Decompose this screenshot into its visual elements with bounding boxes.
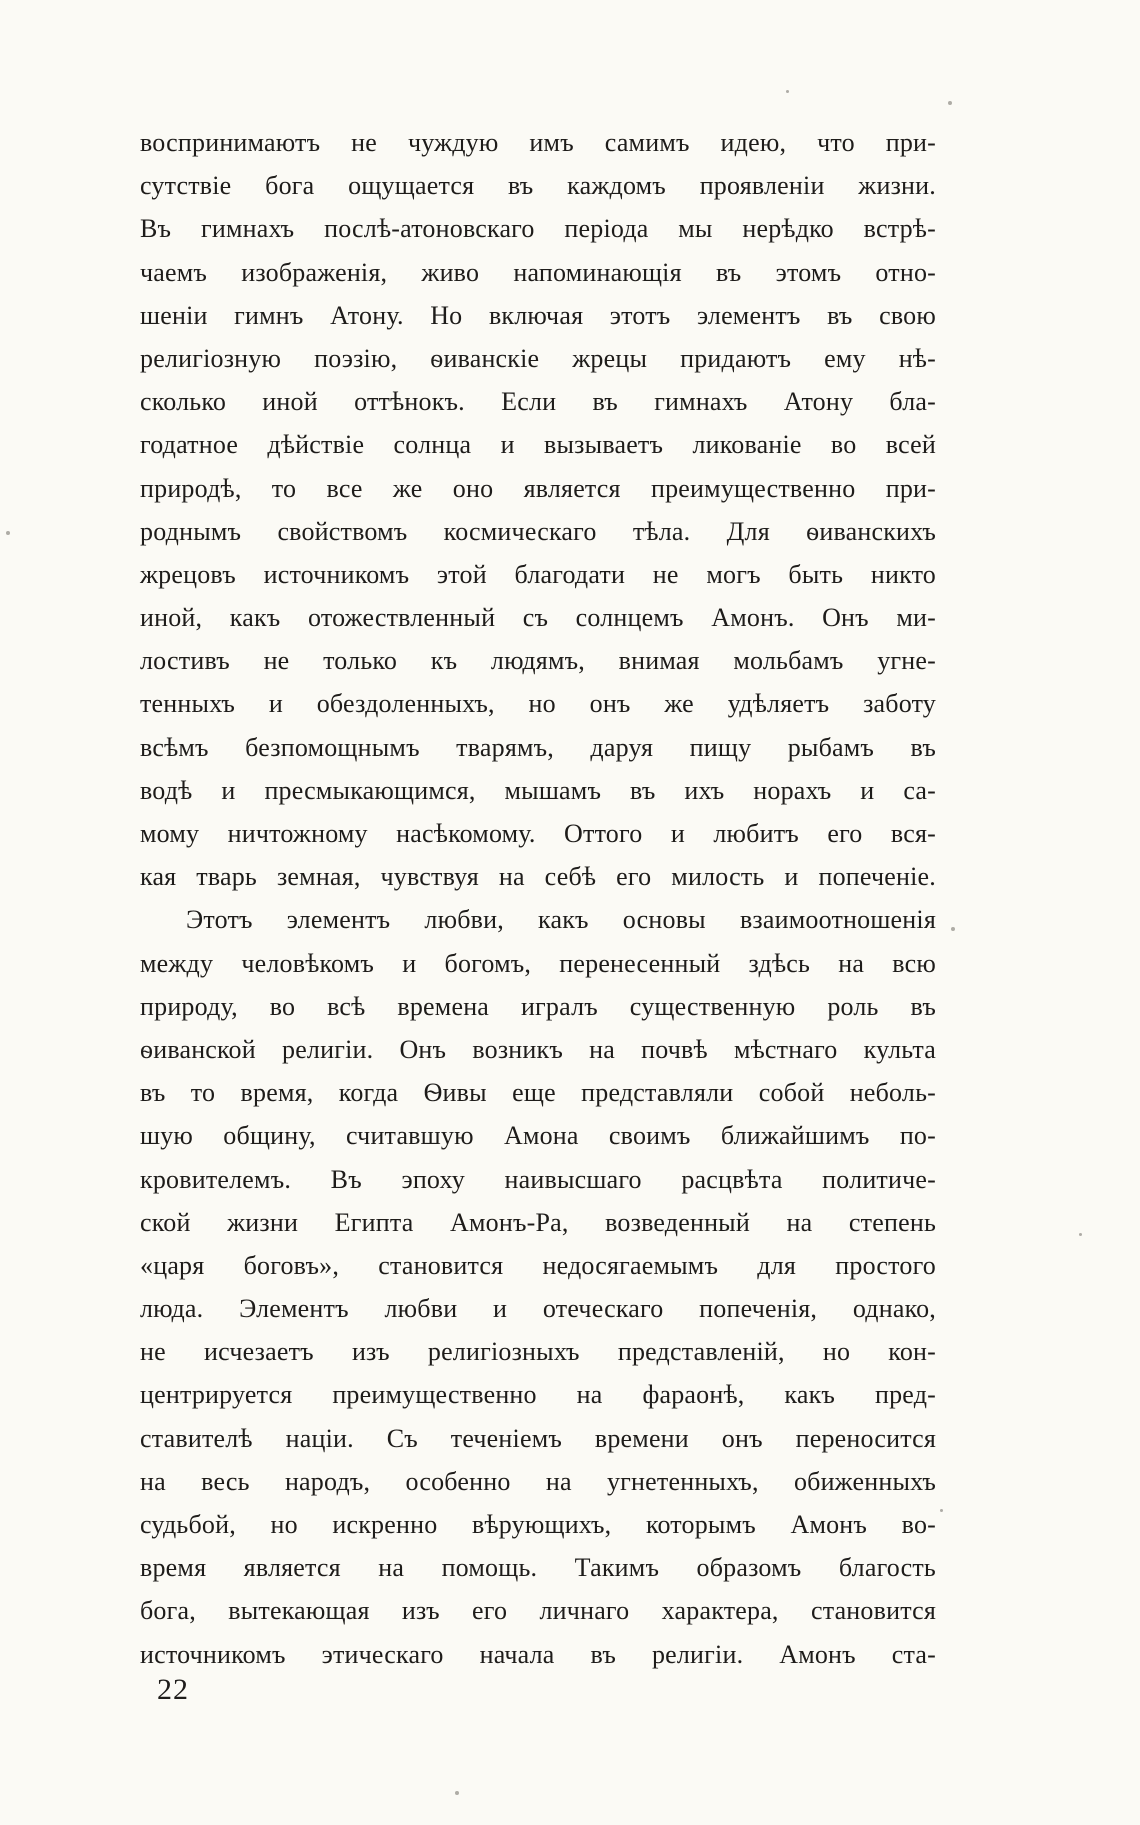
text-line: тенныхъ и обездоленныхъ, но онъ же удѣляетъ заботу: [140, 689, 936, 719]
text-line: религіозную поэзію, ѳиванскіе жрецы придаютъ ему нѣ-: [140, 343, 936, 373]
scan-speck: [951, 927, 955, 931]
text-line: ской жизни Египта Амонъ-Ра, возведенный на степень: [140, 1207, 936, 1237]
text-line: на весь народъ, особенно на угнетенныхъ, обиженныхъ: [140, 1466, 936, 1496]
text-line: время является на помощь. Такимъ образомъ благость: [140, 1553, 936, 1583]
text-line: судьбой, но искренно вѣрующихъ, которымъ Амонъ во-: [140, 1510, 936, 1539]
text-line: мому ничтожному насѣкомому. Оттого и любитъ его вся-: [140, 819, 936, 848]
text-line: годатное дѣйствіе солнца и вызываетъ ликованіе во всей: [140, 430, 936, 460]
text-line: бога, вытекающая изъ его личнаго характера, становится: [140, 1596, 936, 1626]
text-line: между человѣкомъ и богомъ, перенесенный здѣсь на всю: [140, 948, 936, 978]
text-line: сутствіе бога ощущается въ каждомъ проявленіи жизни.: [140, 171, 936, 201]
text-line: сколько иной оттѣнокъ. Если въ гимнахъ Атону бла-: [140, 387, 936, 417]
text-line: водѣ и пресмыкающимся, мышамъ въ ихъ норахъ и са-: [140, 775, 936, 805]
text-line: иной, какъ отожествленный съ солнцемъ Амонъ. Онъ ми-: [140, 603, 936, 633]
text-line: Этотъ элементъ любви, какъ основы взаимоотношенія: [186, 905, 936, 935]
text-line: въ то время, когда Ѳивы еще представляли собой неболь-: [140, 1078, 936, 1108]
text-line: воспринимаютъ не чуждую имъ самимъ идею, что при-: [140, 128, 936, 157]
text-line: кровителемъ. Въ эпоху наивысшаго расцвѣта политиче-: [140, 1164, 936, 1194]
scan-speck: [6, 531, 10, 535]
page-text-block: [140, 121, 936, 1676]
scan-speck: [948, 101, 952, 105]
text-line: природу, во всѣ времена игралъ существенную роль въ: [140, 991, 936, 1021]
text-line: шеніи гимнъ Атону. Но включая этотъ элементъ въ свою: [140, 300, 936, 330]
text-line: всѣмъ безпомощнымъ тварямъ, даруя пищу рыбамъ въ: [140, 732, 936, 762]
text-line: центрируется преимущественно на фараонѣ, какъ пред-: [140, 1380, 936, 1410]
text-line: кая тварь земная, чувствуя на себѣ его милость и попеченіе.: [140, 862, 936, 892]
text-line: ставителѣ націи. Съ теченіемъ времени онъ переносится: [140, 1423, 936, 1453]
scan-speck: [940, 1509, 943, 1512]
text-line: роднымъ свойствомъ космическаго тѣла. Для ѳиванскихъ: [140, 516, 936, 546]
scan-speck: [455, 1791, 459, 1795]
page-number: 22: [157, 1673, 189, 1706]
text-line: лостивъ не только къ людямъ, внимая мольбамъ угне-: [140, 646, 936, 676]
scan-speck: [786, 90, 789, 93]
text-line: жрецовъ источникомъ этой благодати не могъ быть никто: [140, 559, 936, 589]
text-line: Въ гимнахъ послѣ-атоновскаго періода мы нерѣдко встрѣ-: [140, 214, 936, 244]
text-line: не исчезаетъ изъ религіозныхъ представленій, но кон-: [140, 1337, 936, 1367]
text-line: шую общину, считавшую Амона своимъ ближайшимъ по-: [140, 1121, 936, 1151]
text-line: ѳиванской религіи. Онъ возникъ на почвѣ мѣстнаго культа: [140, 1034, 936, 1064]
text-line: источникомъ этическаго начала въ религіи. Амонъ ста-: [140, 1639, 936, 1669]
scan-speck: [1079, 1233, 1082, 1236]
text-line: природѣ, то все же оно является преимущественно при-: [140, 473, 936, 503]
text-line: «царя боговъ», становится недосягаемымъ для простого: [140, 1250, 936, 1280]
text-line: чаемъ изображенія, живо напоминающія въ этомъ отно-: [140, 257, 936, 287]
text-line: люда. Элементъ любви и отеческаго попеченія, однако,: [140, 1294, 936, 1324]
